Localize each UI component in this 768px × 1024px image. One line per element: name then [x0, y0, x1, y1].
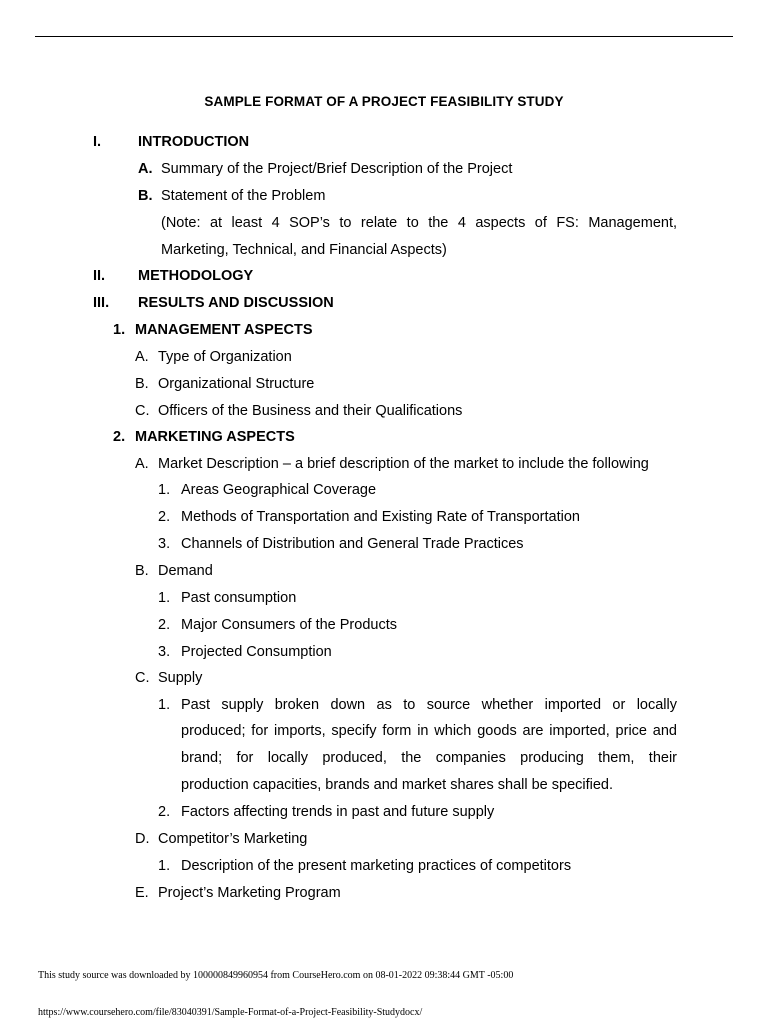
list-item — [135, 562, 213, 580]
list-item — [158, 803, 494, 821]
list-item-text: production capacities, brands and market shares shall be specified. — [181, 777, 614, 793]
subsection-heading — [113, 321, 313, 339]
list-marker: 1. — [158, 858, 171, 874]
list-item-text: brand; for locally produced, the companies producing them, their — [181, 750, 677, 766]
list-item-text: Channels of Distribution and General Trade Practices — [181, 536, 524, 552]
section-heading: INTRODUCTION — [138, 134, 250, 150]
list-marker: 2. — [158, 509, 171, 525]
list-marker: C. — [135, 670, 150, 686]
list-marker: B. — [135, 563, 149, 579]
note-text: Marketing, Technical, and Financial Aspects) — [161, 242, 447, 258]
list-marker: 2. — [158, 617, 171, 633]
list-marker: 1. — [158, 590, 171, 606]
section-number: III. — [93, 295, 110, 311]
list-item-text: Demand — [158, 563, 213, 579]
list-item — [135, 884, 341, 902]
list-marker: 1. — [113, 322, 126, 338]
list-item — [135, 455, 649, 473]
list-item — [158, 535, 524, 553]
note-text: (Note: at least 4 SOP’s to relate to the 4 aspects of FS: Management, — [161, 215, 677, 231]
list-item — [158, 508, 580, 526]
list-item — [135, 402, 462, 420]
list-item — [158, 589, 296, 607]
list-marker: 3. — [158, 644, 171, 660]
list-item-text: Description of the present marketing practices of competitors — [181, 858, 572, 874]
list-marker: E. — [135, 885, 149, 901]
list-marker: 2. — [113, 429, 126, 445]
subsection-label: MARKETING ASPECTS — [135, 429, 295, 445]
list-item-text: Past consumption — [181, 590, 297, 606]
list-item-text: Officers of the Business and their Qualifications — [158, 403, 463, 419]
list-marker: A. — [135, 456, 149, 472]
subsection-label: MANAGEMENT ASPECTS — [135, 322, 313, 338]
list-item — [138, 160, 512, 178]
list-item-text: Areas Geographical Coverage — [181, 482, 377, 498]
download-notice: This study source was downloaded by 100000849960954 from CourseHero.com on 08-01-2022 09:38:44 GMT -05:00 — [38, 970, 514, 981]
list-item-text: Major Consumers of the Products — [181, 617, 397, 633]
list-marker: B. — [138, 188, 153, 204]
list-item-text: Competitor’s Marketing — [158, 831, 308, 847]
section-number: II. — [93, 268, 106, 284]
list-item-text: Methods of Transportation and Existing Rate of Transportation — [181, 509, 580, 525]
top-rule — [35, 36, 733, 37]
list-item — [135, 348, 292, 366]
list-item — [135, 830, 307, 848]
list-item-text: produced; for imports, specify form in which goods are imported, price and — [181, 723, 677, 739]
list-item — [158, 643, 332, 661]
list-marker: A. — [135, 349, 149, 365]
list-marker: D. — [135, 831, 150, 847]
list-marker: 1. — [158, 697, 171, 713]
document-title: SAMPLE FORMAT OF A PROJECT FEASIBILITY STUDY — [204, 94, 564, 109]
source-url-link[interactable]: https://www.coursehero.com/file/83040391/Sample-Format-of-a-Project-Feasibility-Studydocx/ — [38, 1007, 423, 1018]
list-marker: A. — [138, 161, 153, 177]
list-marker: 3. — [158, 536, 171, 552]
list-marker: 2. — [158, 804, 171, 820]
list-item — [158, 616, 397, 634]
list-item-text: Projected Consumption — [181, 644, 332, 660]
subsection-heading — [113, 428, 295, 446]
list-marker: C. — [135, 403, 150, 419]
list-item-text: Statement of the Problem — [161, 188, 326, 204]
list-item-text: Project’s Marketing Program — [158, 885, 341, 901]
list-item — [135, 669, 202, 687]
list-item-text: Past supply broken down as to source whether imported or locally — [181, 697, 677, 713]
list-item — [158, 857, 571, 875]
list-item — [158, 481, 376, 499]
section-number: I. — [93, 134, 102, 150]
list-marker: 1. — [158, 482, 171, 498]
section-heading: RESULTS AND DISCUSSION — [138, 295, 334, 311]
list-item — [138, 187, 325, 205]
list-item-text: Supply — [158, 670, 203, 686]
list-marker: B. — [135, 376, 149, 392]
list-item-text: Market Description – a brief description of the market to include the following — [158, 456, 649, 472]
list-item-text: Factors affecting trends in past and future supply — [181, 804, 495, 820]
list-item-text: Type of Organization — [158, 349, 292, 365]
list-item — [135, 375, 314, 393]
section-heading: METHODOLOGY — [138, 268, 254, 284]
list-item-text: Organizational Structure — [158, 376, 315, 392]
list-item-text: Summary of the Project/Brief Description of the Project — [161, 161, 513, 177]
